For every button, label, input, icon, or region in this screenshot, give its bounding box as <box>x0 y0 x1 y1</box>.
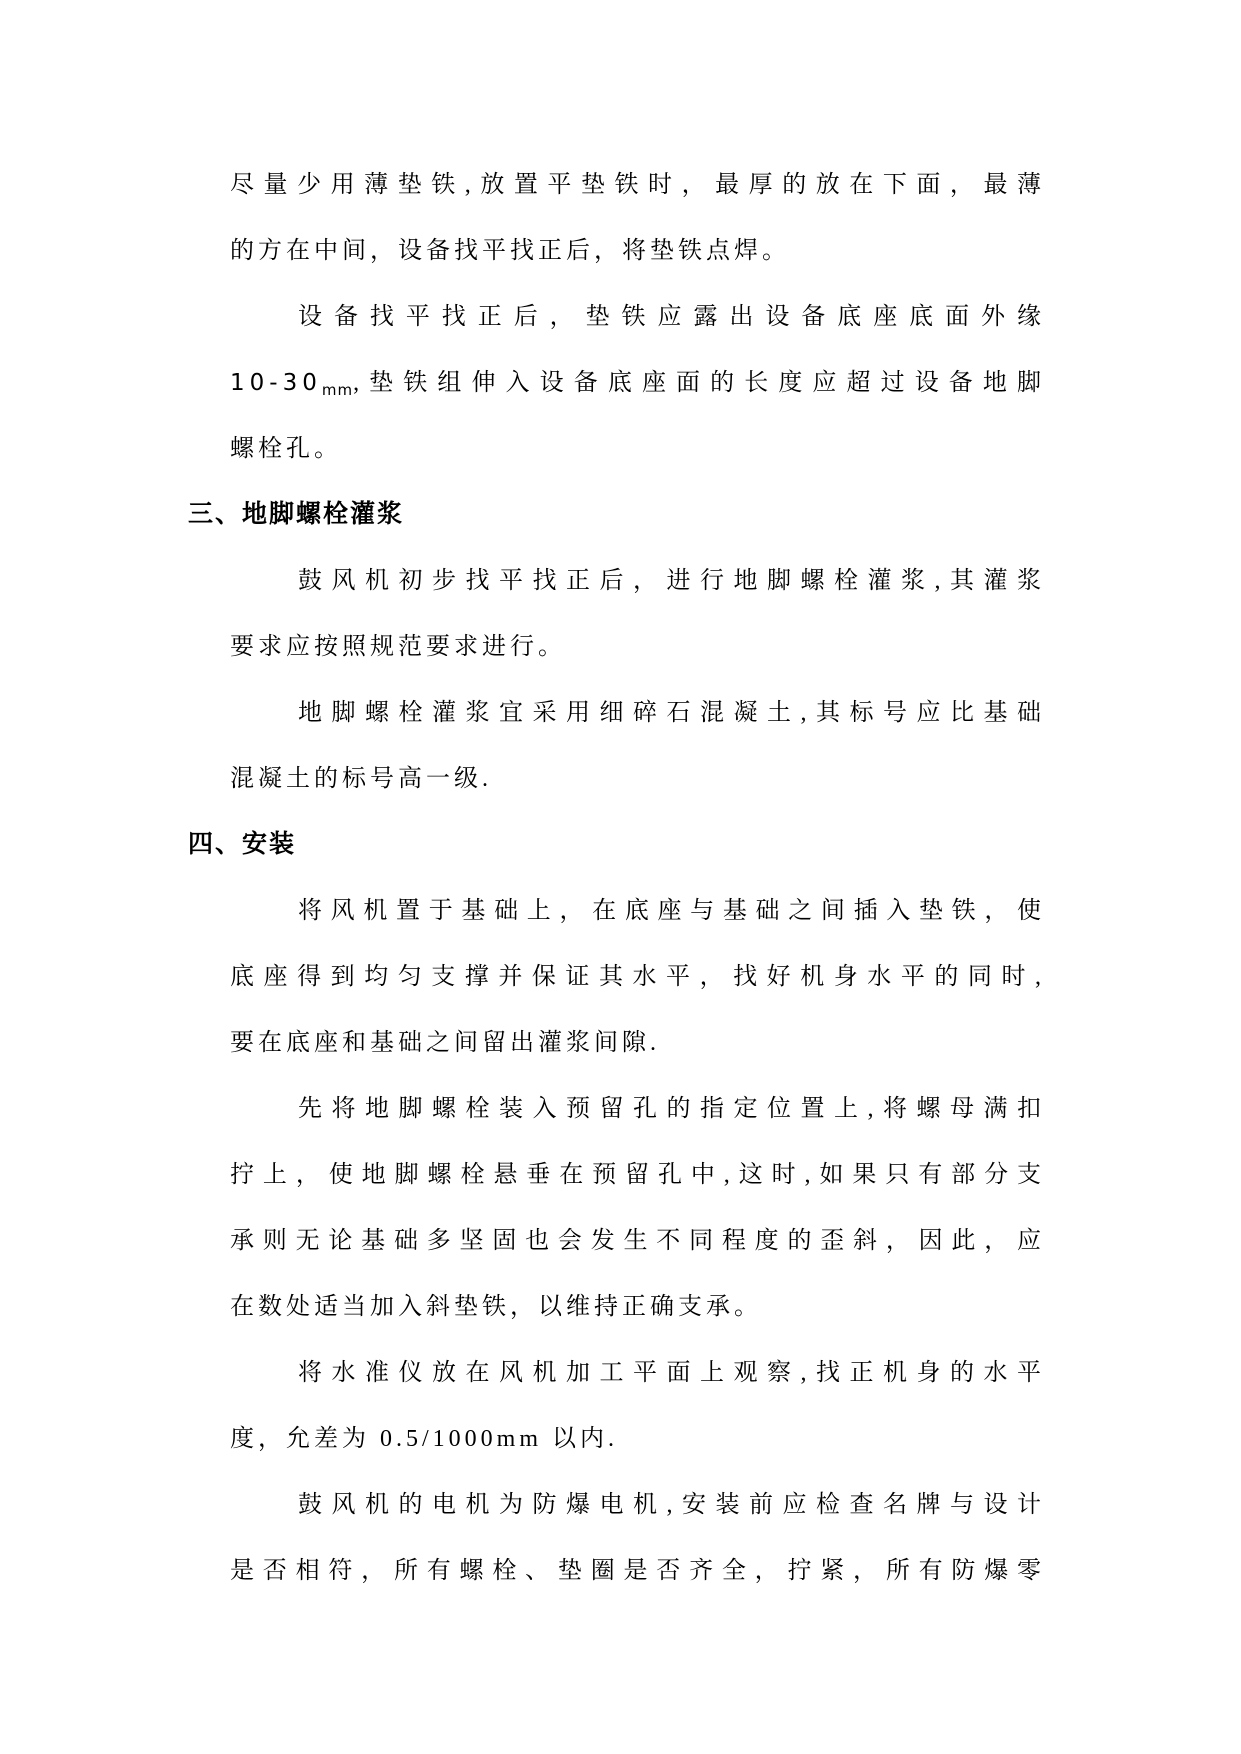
text-line <box>230 350 1045 416</box>
text-line: 要在底座和基础之间留出灌浆间隙. <box>230 1030 660 1056</box>
text-line: 拧上，使地脚螺栓悬垂在预留孔中,这时,如果只有部分支 <box>230 1162 1045 1188</box>
dimension-value: 10-30 <box>230 370 322 396</box>
text-line: 螺栓孔。 <box>230 436 342 462</box>
document-body <box>188 152 1045 1604</box>
text-line: 混凝土的标号高一级. <box>230 766 492 792</box>
text-line: 承则无论基础多坚固也会发生不同程度的歪斜，因此，应 <box>230 1228 1045 1254</box>
text-line: 地脚螺栓灌浆宜采用细碎石混凝土,其标号应比基础 <box>298 700 1045 726</box>
text-line: 鼓风机的电机为防爆电机,安装前应检查名牌与设计 <box>298 1492 1045 1518</box>
dimension-unit: mm <box>321 381 354 399</box>
text-segment: ,垫铁组伸入设备底座面的长度应超过设备地脚 <box>353 370 1045 396</box>
text-line: 底座得到均匀支撑并保证其水平，找好机身水平的同时, <box>230 964 1045 990</box>
text-line: 要求应按照规范要求进行。 <box>230 634 566 660</box>
text-line: 度，允差为 0.5/1000mm 以内. <box>230 1426 619 1452</box>
text-line: 设备找平找正后，垫铁应露出设备底座底面外缘 <box>298 304 1045 330</box>
text-line: 将风机置于基础上，在底座与基础之间插入垫铁，使 <box>298 898 1045 924</box>
text-line: 将水准仪放在风机加工平面上观察,找正机身的水平 <box>298 1360 1045 1386</box>
section-heading: 三、地脚螺栓灌浆 <box>188 501 405 528</box>
text-line: 鼓风机初步找平找正后，进行地脚螺栓灌浆,其灌浆 <box>298 568 1045 594</box>
text-line: 是否相符，所有螺栓、垫圈是否齐全，拧紧，所有防爆零 <box>230 1558 1045 1584</box>
text-line: 的方在中间，设备找平找正后，将垫铁点焊。 <box>230 238 790 264</box>
section-heading: 四、安装 <box>188 831 297 858</box>
text-line: 在数处适当加入斜垫铁，以维持正确支承。 <box>230 1294 762 1320</box>
text-line: 尽量少用薄垫铁,放置平垫铁时，最厚的放在下面，最薄 <box>230 172 1045 198</box>
text-line: 先将地脚螺栓装入预留孔的指定位置上,将螺母满扣 <box>298 1096 1045 1122</box>
